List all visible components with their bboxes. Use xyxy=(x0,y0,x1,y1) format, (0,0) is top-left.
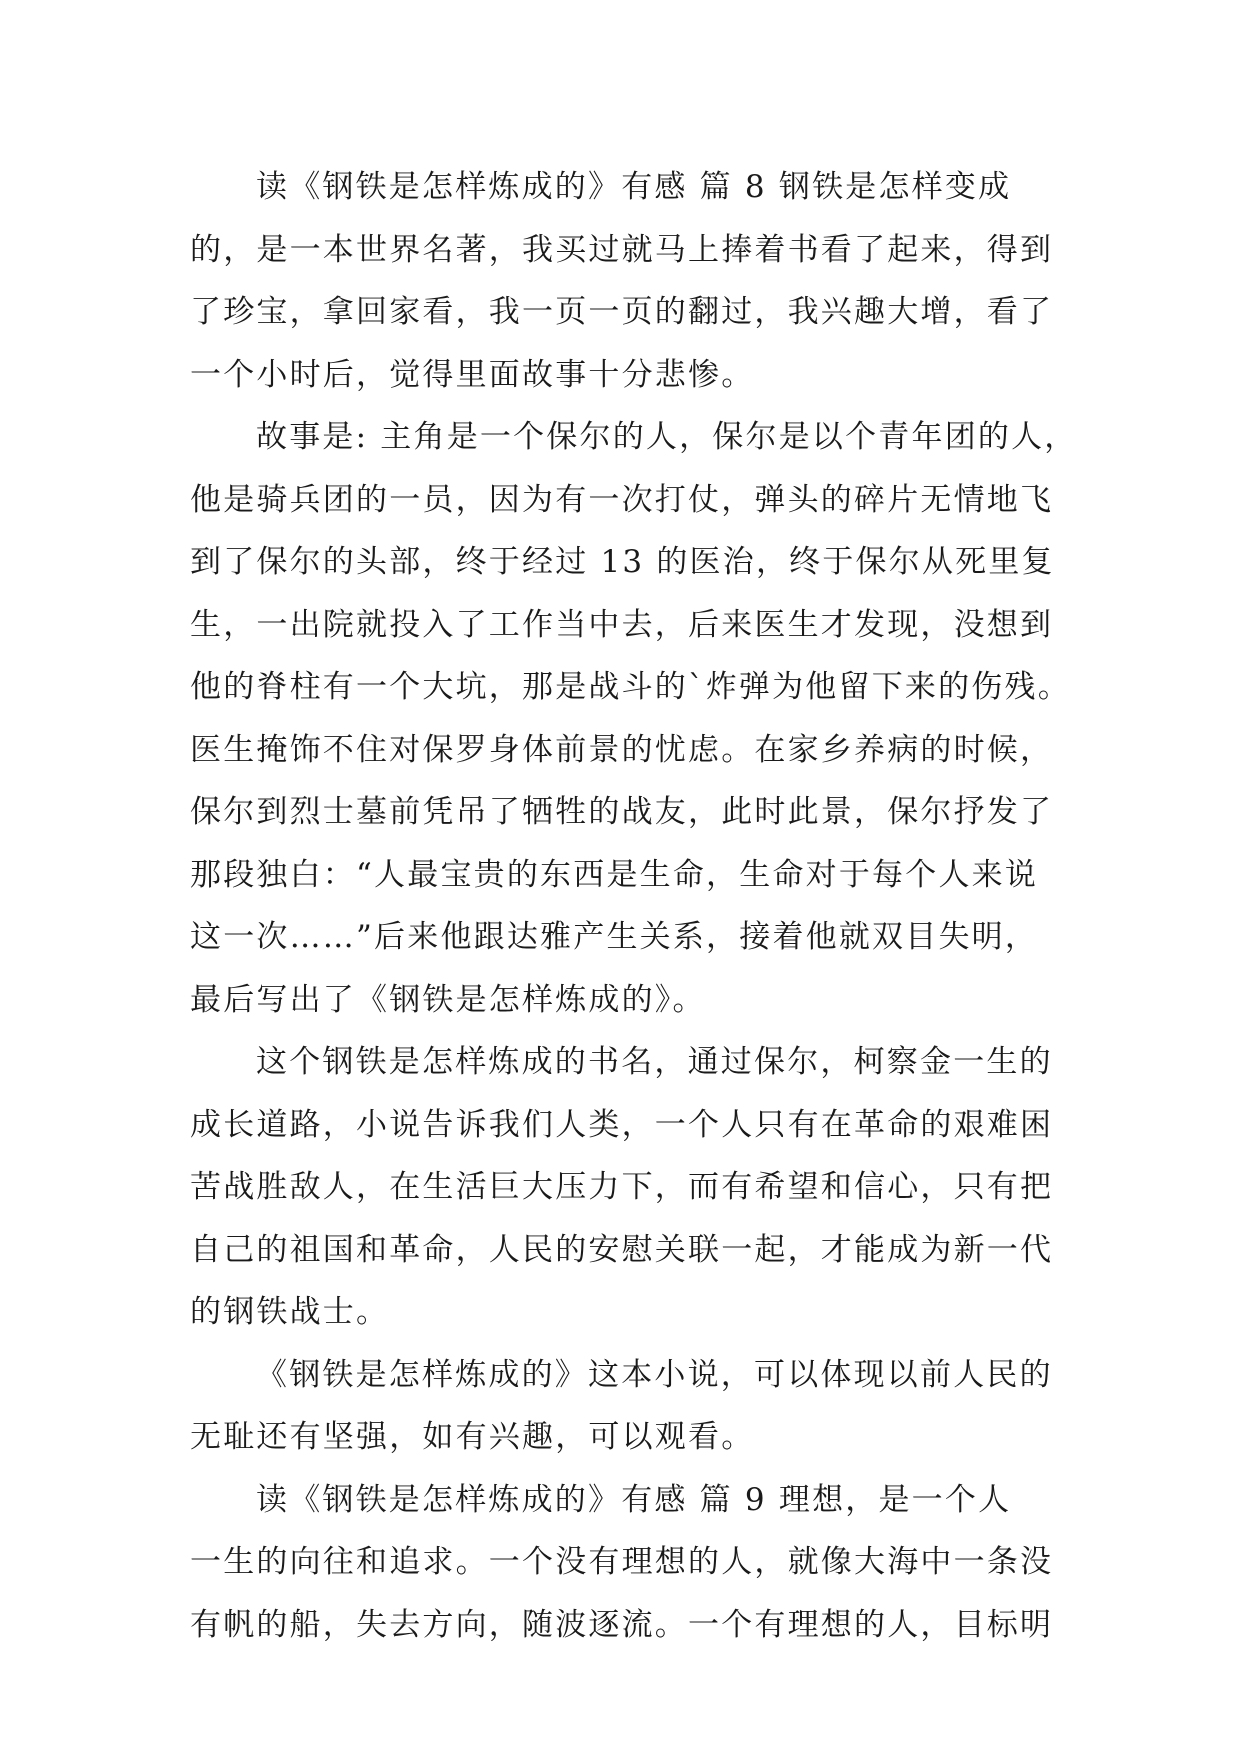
text-line: 最后写出了《钢铁是怎样炼成的》。 xyxy=(190,981,706,1018)
text-line: 一个小时后，觉得里面故事十分悲惨。 xyxy=(190,356,755,393)
paragraph-conclusion xyxy=(190,1344,1053,1469)
text-line: 《钢铁是怎样炼成的》这本小说，可以体现以前人民的 xyxy=(256,1356,1053,1393)
text-line: 到了保尔的头部，终于经过 13 的医治，终于保尔从死里复 xyxy=(190,544,1055,580)
text-line: 生，一出院就投入了工作当中去，后来医生才发现，没想到 xyxy=(190,606,1054,643)
text-line: 自己的祖国和革命，人民的安慰关联一起，才能成为新一代 xyxy=(190,1231,1054,1268)
text-line: 故事是: 主角是一个保尔的人，保尔是以个青年团的人， xyxy=(256,419,1078,455)
text-line: 读《钢铁是怎样炼成的》有感 篇 9 理想，是一个人 xyxy=(256,1481,1012,1518)
text-line: 一生的向往和追求。一个没有理想的人，就像大海中一条没 xyxy=(190,1544,1054,1580)
text-line: 的钢铁战士。 xyxy=(190,1294,390,1330)
paragraph-essay-9-intro xyxy=(190,1469,1054,1657)
text-line: 的，是一本世界名著，我买过就马上捧着书看了起来，得到 xyxy=(190,231,1054,268)
text-line: 保尔到烈士墓前凭吊了牺牲的战友，此时此景，保尔抒发了 xyxy=(190,794,1054,830)
text-line: 有帆的船，失去方向，随波逐流。一个有理想的人，目标明 xyxy=(190,1606,1054,1643)
document-body xyxy=(190,156,1078,1656)
text-line: 他的脊柱有一个大坑，那是战斗的`炸弹为他留下来的伤残。 xyxy=(190,669,1071,705)
text-line: 这个钢铁是怎样炼成的书名，通过保尔，柯察金一生的 xyxy=(256,1044,1053,1080)
text-line: 成长道路，小说告诉我们人类，一个人只有在革命的艰难困 xyxy=(190,1106,1054,1143)
text-line: 无耻还有坚强，如有兴趣，可以观看。 xyxy=(190,1419,755,1455)
text-line: 这一次……”后来他跟达雅产生关系，接着他就双目失明， xyxy=(190,919,1039,955)
text-line: 那段独白：“人最宝贵的东西是生命，生命对于每个人来说 xyxy=(190,856,1039,893)
paragraph-story xyxy=(190,406,1078,1031)
text-line: 苦战胜敌人，在生活巨大压力下，而有希望和信心，只有把 xyxy=(190,1169,1054,1205)
text-line: 读《钢铁是怎样炼成的》有感 篇 8 钢铁是怎样变成 xyxy=(256,169,1012,205)
paragraph-essay-8-intro xyxy=(190,156,1054,406)
text-line: 了珍宝，拿回家看，我一页一页的翻过，我兴趣大增，看了 xyxy=(190,294,1054,330)
text-line: 医生掩饰不住对保罗身体前景的忧虑。在家乡养病的时候， xyxy=(190,731,1054,768)
paragraph-book-title-meaning xyxy=(190,1031,1054,1344)
text-line: 他是骑兵团的一员，因为有一次打仗，弹头的碎片无情地飞 xyxy=(190,481,1054,518)
